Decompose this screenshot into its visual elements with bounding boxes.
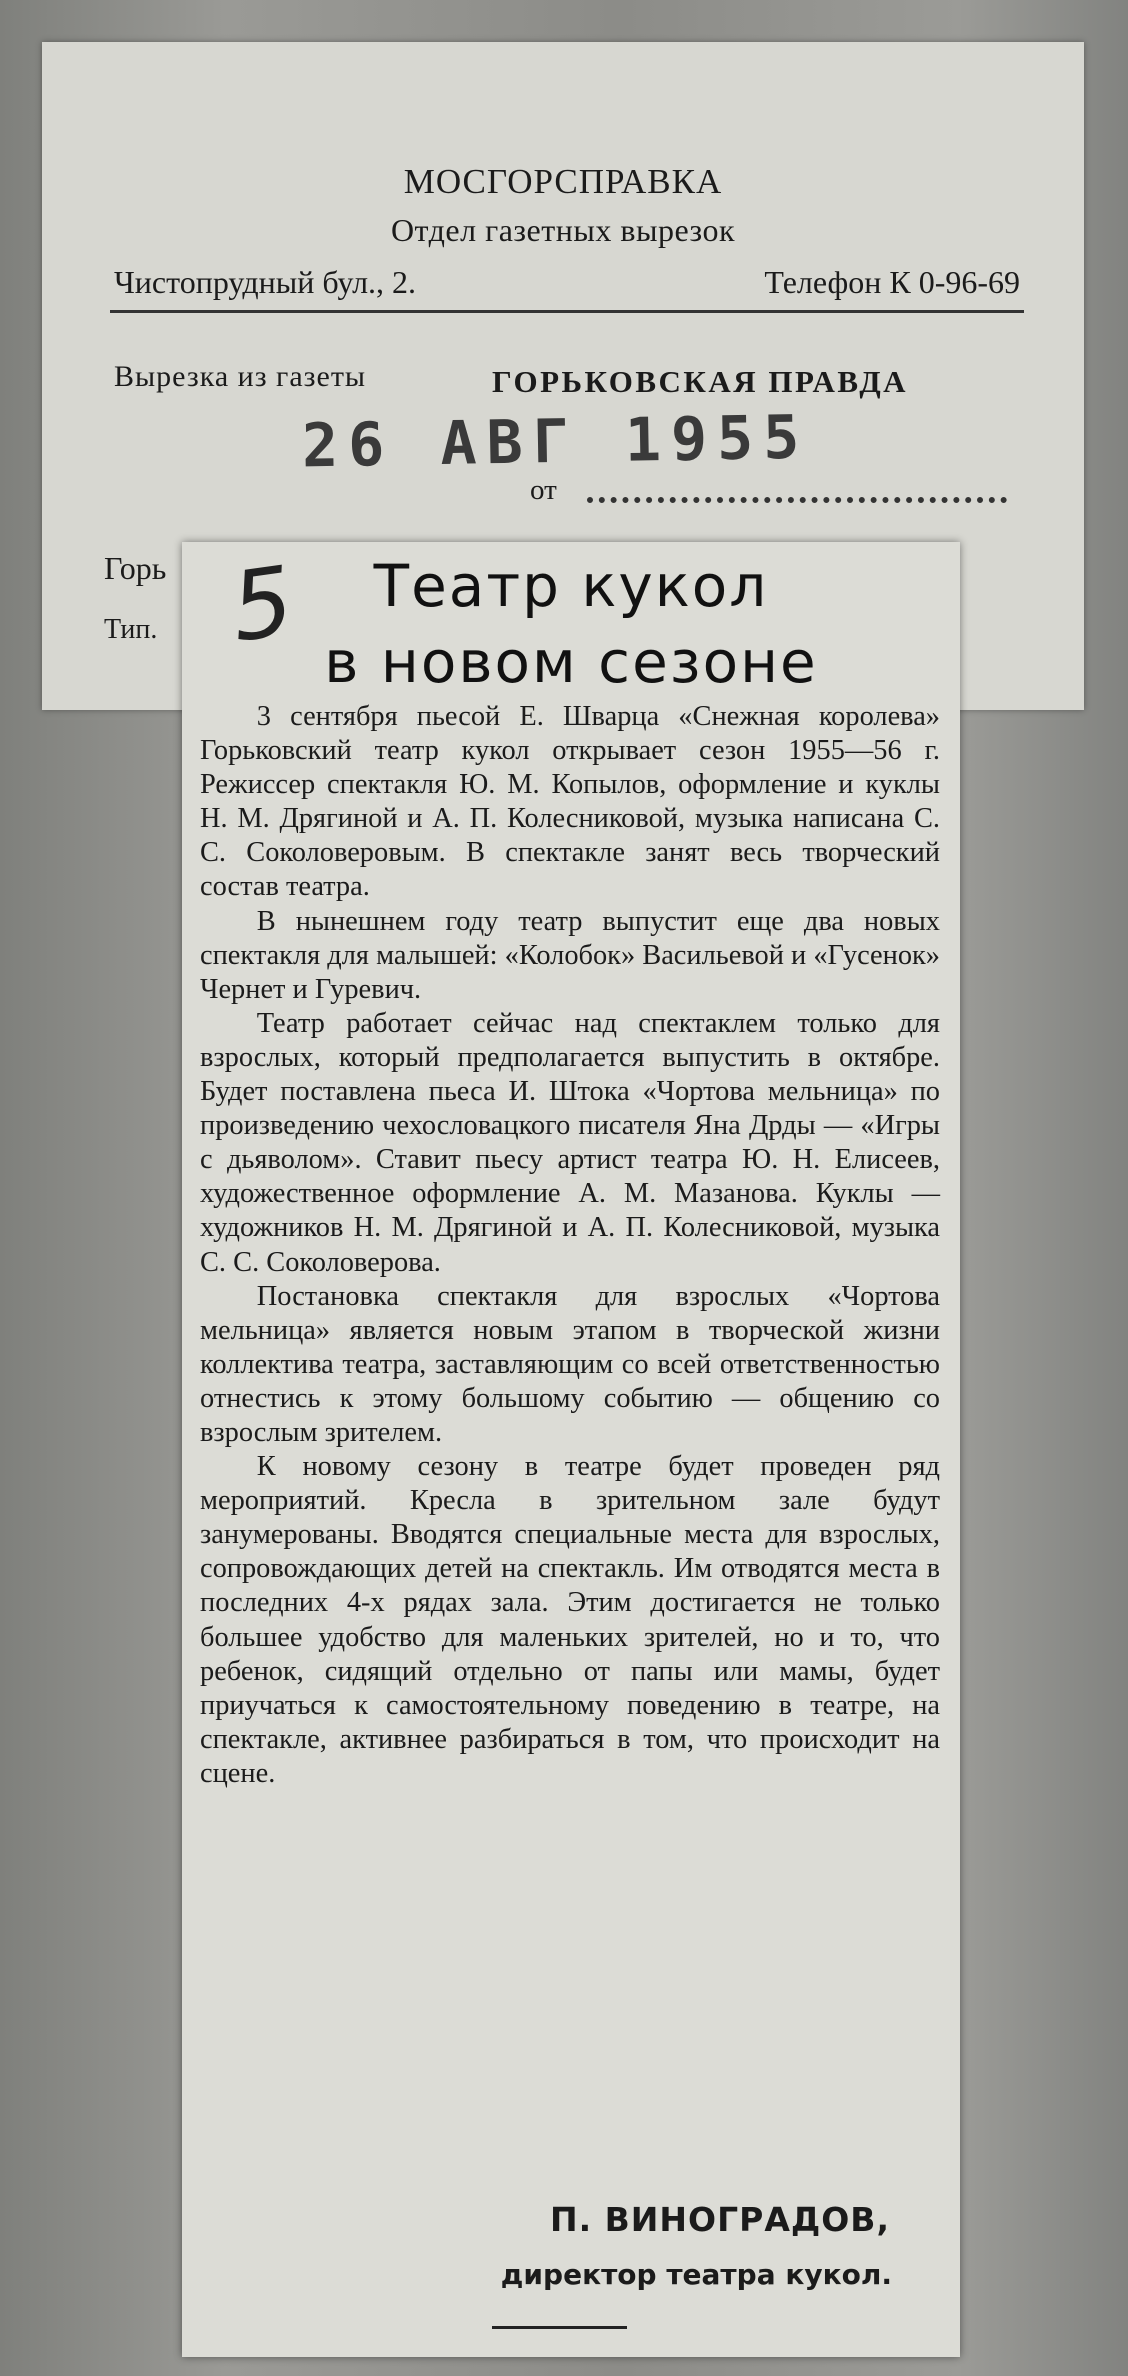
organization-name: МОСГОРСПРАВКА (403, 162, 723, 201)
address: Чистопрудный бул., 2. (114, 264, 417, 300)
newspaper-name: ГОРЬКОВСКАЯ ПРАВДА (492, 364, 909, 399)
author-name: П. ВИНОГРАДОВ, (550, 2200, 890, 2239)
header-divider (110, 310, 1024, 313)
article-title-line-2: в новом сезоне (324, 628, 818, 696)
author-position: директор театра кукол. (500, 2258, 892, 2291)
from-label: от (530, 474, 557, 506)
article-paragraph: К новому сезону в театре будет проведен ряд мероприятий. Кресла в зрительном зале будут занумерованы. Вводятся специальные места для взрослых, сопровождающих детей на спектакль. Им отводятся места в последних 4-х рядах зала. Этим достигается не только большее удобство для маленьких зрителей, но и то, что ребенок, сидящий отдельно от папы или мамы, будет приучаться к самостоятельному поведению в театре, на спектакле, активнее разбираться в том, что происходит на сцене. (200, 1451, 940, 1789)
phone-number: Телефон К 0-96-69 (764, 264, 1020, 300)
dotted-fill-line (587, 497, 1007, 503)
article-paragraph: Театр работает сейчас над спектаклем только для взрослых, который предполагается выпустить в октябре. Будет поставлена пьеса И. Штока «Чортова мельница» по произведению чехословацкого писателя Яна Дрды — «Игры с дьяволом». Ставит пьесу артист театра Ю. Н. Елисеев, художественное оформление А. М. Мазанова. Куклы — художников Н. М. Дрягиной и А. П. Колесниковой, музыка С. С. Соколоверова. (200, 1007, 940, 1278)
article-title-line-1: Театр кукол (373, 552, 769, 620)
department-name: Отдел газетных вырезок (390, 212, 736, 248)
article-body (200, 700, 940, 1791)
end-rule (492, 2326, 627, 2329)
date-stamp: 26 АВГ 1955 (301, 402, 810, 482)
article-paragraph: Постановка спектакля для взрослых «Чортова мельница» является новым этапом в творческой жизни коллектива театра, заставляющим со всей ответственностью отнестись к этому большому событию — общению со взрослым зрителем. (200, 1280, 940, 1448)
partial-label-print: Тип. (104, 614, 158, 645)
handwritten-number: 5 (224, 546, 300, 664)
clipping-label: Вырезка из газеты (114, 360, 367, 393)
partial-label-city: Горь (104, 550, 167, 586)
article-paragraph: 3 сентября пьесой Е. Шварца «Снежная королева» Горьковский театр кукол открывает сезон 1955—56 г. Режиссер спектакля Ю. М. Копылов, оформление и куклы Н. М. Дрягиной и А. П. Колесниковой, музыка написана С. С. Соколоверовым. В спектакле занят весь творческий состав театра. (200, 701, 940, 903)
article-paragraph: В нынешнем году театр выпустит еще два новых спектакля для малышей: «Колобок» Васильевой и «Гусенок» Чернет и Гуревич. (200, 905, 940, 1005)
